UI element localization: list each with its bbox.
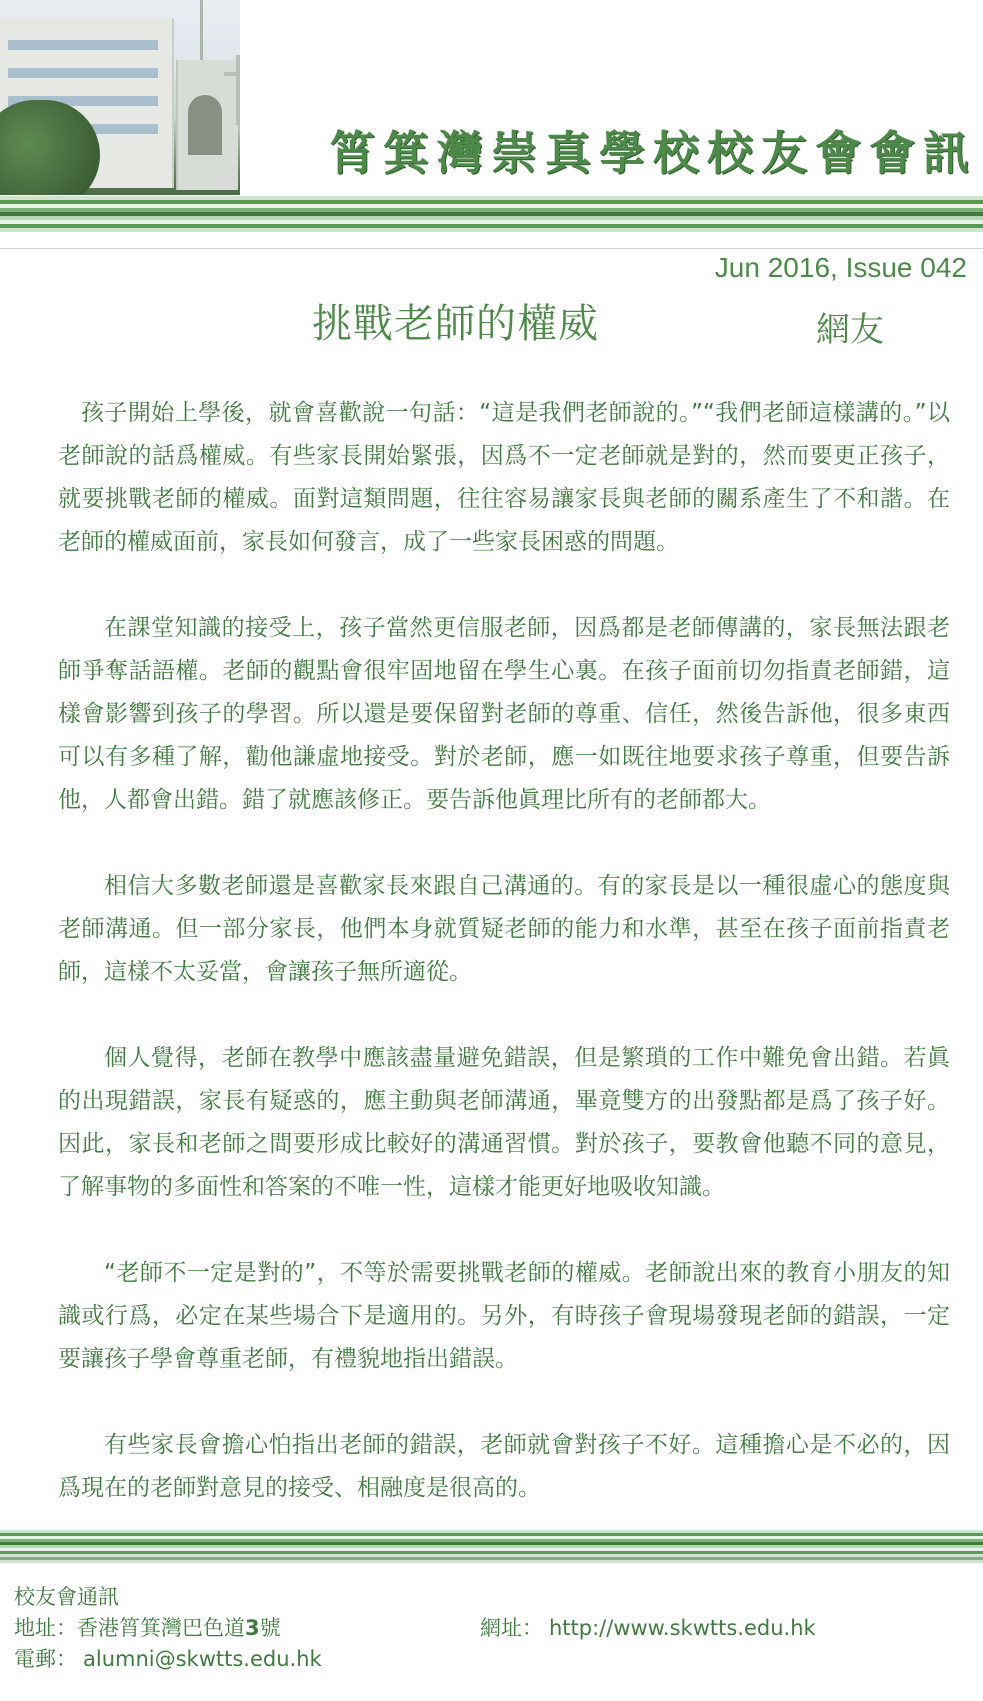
footer-website [480,1613,816,1644]
address-suffix: 號 [259,1616,281,1640]
article-title: 挑戰老師的權威 [312,301,599,347]
footer-address [14,1613,322,1644]
paragraph: “老師不一定是對的”，不等於需要挑戰老師的權威。老師說出來的教育小朋友的知識或行爲，必定在某些場合下是適用的。另外，有時孩子會現場發現老師的錯誤，一定要讓孩子學會尊重老師，有禮貌地指出錯誤。 [58,1260,950,1372]
school-building-photo [0,0,240,195]
newsletter-title-text: 筲箕灣崇真學校校友會會訊 [329,126,977,180]
newsletter-footer [14,1582,969,1692]
email-link[interactable]: alumni@skwtts.edu.hk [83,1647,322,1671]
address-value: 香港筲箕灣巴色道 [77,1616,245,1640]
email-label: 電郵： [14,1647,77,1671]
footer-heading: 校友會通訊 [14,1585,119,1609]
paragraph: 在課堂知識的接受上，孩子當然更信服老師，因爲都是老師傳講的，家長無法跟老師爭奪話語權。老師的觀點會很牢固地留在學生心裏。在孩子面前切勿指責老師錯，這樣會影響到孩子的學習。所以還是要保留對老師的尊重、信任，然後告訴他，很多東西可以有多種了解，勸他謙虛地接受。對於老師，應一如既往地要求孩子尊重，但要告訴他，人都會出錯。錯了就應該修正。要告訴他眞理比所有的老師都大。 [58,615,950,813]
paragraph: 孩子開始上學後，就會喜歡說一句話：“這是我們老師說的。”“我們老師這樣講的。”以老師說的話爲權威。有些家長開始緊張，因爲不一定老師就是對的，然而要更正孩子，就要挑戰老師的權威。面對這類問題，往往容易讓家長與老師的關系產生了不和諧。在老師的權威面前，家長如何發言，成了一些家長困惑的問題。 [58,400,950,555]
website-link[interactable]: http://www.skwtts.edu.hk [549,1616,816,1640]
footer-email [14,1644,322,1675]
article-body [58,392,950,1553]
header-divider [0,196,983,232]
paragraph: 個人覺得，老師在教學中應該盡量避免錯誤，但是繁瑣的工作中難免會出錯。若眞的出現錯誤，家長有疑惑的，應主動與老師溝通，畢竟雙方的出發點都是爲了孩子好。因此，家長和老師之間要形成比較好的溝通習慣。對於孩子，要教會他聽不同的意見，了解事物的多面性和答案的不唯一性，這樣才能更好地吸收知識。 [58,1045,950,1200]
website-label: 網址： [480,1616,543,1640]
footer-divider [0,1530,983,1563]
paragraph: 有些家長會擔心怕指出老師的錯誤，老師就會對孩子不好。這種擔心是不必的，因爲現在的老師對意見的接受、相融度是很高的。 [58,1432,950,1501]
paragraph: 相信大多數老師還是喜歡家長來跟自己溝通的。有的家長是以一種很虛心的態度與老師溝通。但一部分家長，他們本身就質疑老師的能力和水準，甚至在孩子面前指責老師，這樣不太妥當，會讓孩子無所適從。 [58,873,950,985]
address-label: 地址： [14,1616,77,1640]
address-number: 3 [245,1616,260,1640]
newsletter-header [0,0,983,249]
article-author: 網友 [816,310,884,350]
issue-label: Jun 2016, Issue 042 [714,252,967,283]
newsletter-title [240,110,983,190]
